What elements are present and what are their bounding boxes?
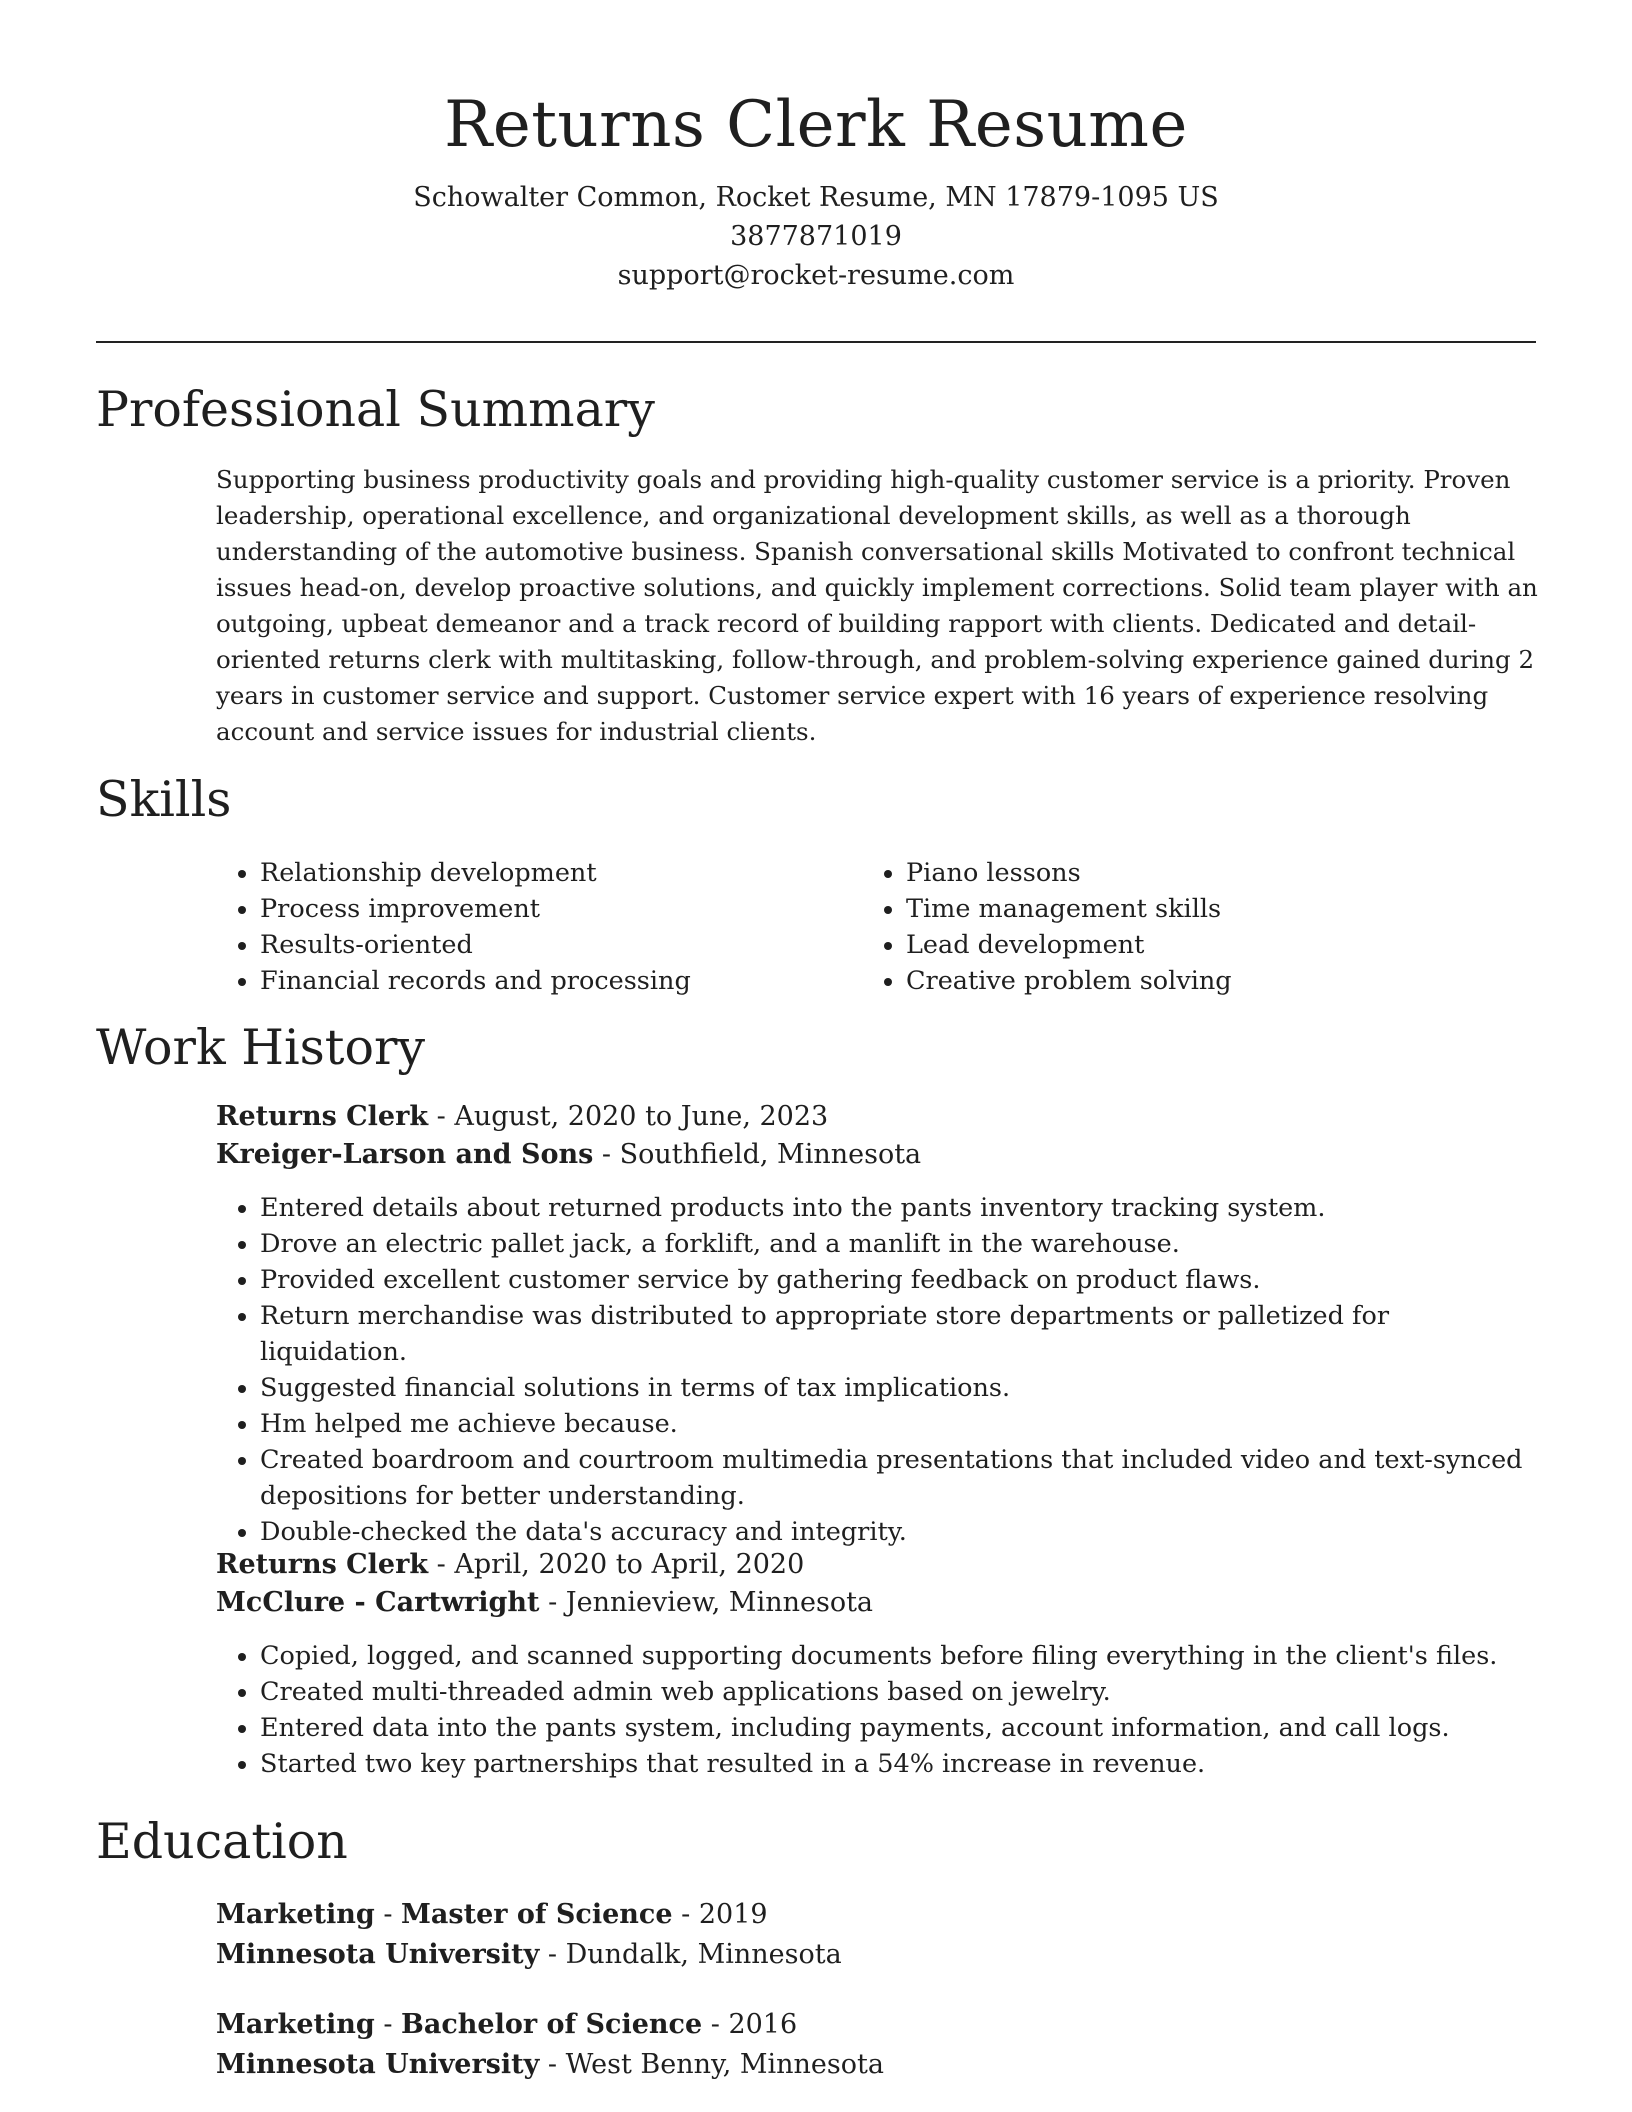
education-degree-line bbox=[216, 1895, 1536, 1935]
skill-item: • Financial records and processing bbox=[260, 963, 860, 999]
skill-item: • Relationship development bbox=[260, 855, 860, 891]
list-item: • Drove an electric pallet jack, a forklift, and a manlift in the warehouse. bbox=[260, 1226, 1536, 1262]
education-location: Dundalk, Minnesota bbox=[565, 1939, 842, 1970]
skill-item: • Lead development bbox=[906, 927, 1526, 963]
list-item: • Created multi-threaded admin web applications based on jewelry. bbox=[260, 1674, 1536, 1710]
list-item: • Hm helped me achieve because. bbox=[260, 1406, 1536, 1442]
skill-item: • Creative problem solving bbox=[906, 963, 1526, 999]
job-company: Kreiger-Larson and Sons bbox=[216, 1139, 594, 1170]
job-company-line bbox=[216, 1584, 1536, 1622]
section-title-education: Education bbox=[96, 1813, 348, 1870]
separator: - bbox=[593, 1139, 620, 1170]
section-title-summary: Professional Summary bbox=[96, 381, 655, 438]
job-entry bbox=[216, 1546, 1536, 1782]
education-school-line bbox=[216, 1935, 1536, 1975]
contact-email[interactable]: support@rocket-resume.com bbox=[617, 260, 1015, 291]
education-field: Marketing bbox=[216, 2009, 375, 2040]
education-entry bbox=[216, 2005, 1536, 2085]
skill-item: • Process improvement bbox=[260, 891, 860, 927]
section-title-work-history: Work History bbox=[96, 1019, 426, 1076]
education-school: Minnesota University bbox=[216, 1939, 540, 1970]
education-entry bbox=[216, 1895, 1536, 1975]
education-school: Minnesota University bbox=[216, 2049, 540, 2080]
skills-list-left bbox=[216, 855, 860, 999]
job-location: Southfield, Minnesota bbox=[619, 1139, 922, 1170]
separator: - bbox=[702, 2009, 729, 2040]
separator: - bbox=[539, 1939, 566, 1970]
job-duties-list bbox=[216, 1190, 1536, 1550]
contact-address: Schowalter Common, Rocket Resume, MN 17879-1095 US bbox=[413, 182, 1219, 213]
section-title-skills: Skills bbox=[96, 771, 232, 828]
education-degree: Bachelor of Science bbox=[401, 2009, 703, 2040]
separator: - bbox=[374, 1899, 402, 1930]
education-degree: Master of Science bbox=[401, 1899, 673, 1930]
separator: - bbox=[374, 2009, 402, 2040]
page-title: Returns Clerk Resume bbox=[444, 88, 1188, 162]
job-location: Jennieview, Minnesota bbox=[565, 1587, 874, 1618]
resume-header bbox=[96, 80, 1536, 295]
education-year: 2019 bbox=[698, 1899, 768, 1930]
skills-list-right bbox=[862, 855, 1526, 999]
header-divider bbox=[96, 341, 1536, 343]
job-title: Returns Clerk bbox=[216, 1549, 429, 1580]
list-item: • Suggested financial solutions in terms of tax implications. bbox=[260, 1370, 1536, 1406]
skill-item: • Time management skills bbox=[906, 891, 1526, 927]
education-field: Marketing bbox=[216, 1899, 375, 1930]
job-dates: April, 2020 to April, 2020 bbox=[454, 1549, 805, 1580]
separator: - bbox=[539, 2049, 566, 2080]
separator: - bbox=[428, 1549, 455, 1580]
job-duties-list bbox=[216, 1638, 1536, 1782]
job-dates: August, 2020 to June, 2023 bbox=[454, 1101, 829, 1132]
education-year: 2016 bbox=[728, 2009, 798, 2040]
job-company-line bbox=[216, 1136, 1536, 1174]
list-item: • Started two key partnerships that resulted in a 54% increase in revenue. bbox=[260, 1746, 1536, 1782]
list-item: • Provided excellent customer service by gathering feedback on product flaws. bbox=[260, 1262, 1536, 1298]
list-item: • Copied, logged, and scanned supporting documents before filing everything in the client's files. bbox=[260, 1638, 1536, 1674]
list-item: • Double-checked the data's accuracy and integrity. bbox=[260, 1514, 1536, 1550]
skill-item: • Piano lessons bbox=[906, 855, 1526, 891]
education-school-line bbox=[216, 2045, 1536, 2085]
list-item: • Return merchandise was distributed to appropriate store departments or palletized for liquidation. bbox=[260, 1298, 1536, 1370]
contact-phone: 3877871019 bbox=[730, 221, 902, 252]
separator: - bbox=[672, 1899, 699, 1930]
job-title-line bbox=[216, 1546, 1536, 1584]
job-company: McClure - Cartwright bbox=[216, 1587, 540, 1618]
skill-item: • Results-oriented bbox=[260, 927, 860, 963]
separator: - bbox=[539, 1587, 566, 1618]
job-title-line bbox=[216, 1098, 1536, 1136]
list-item: • Entered details about returned products into the pants inventory tracking system. bbox=[260, 1190, 1536, 1226]
job-title: Returns Clerk bbox=[216, 1101, 429, 1132]
job-entry bbox=[216, 1098, 1536, 1550]
separator: - bbox=[428, 1101, 455, 1132]
education-location: West Benny, Minnesota bbox=[565, 2049, 884, 2080]
summary-text: Supporting business productivity goals and providing high-quality customer service is a priority. Proven leadership, operational excellence, and organizational development skills, as well as a thorough understanding of the automotive business. Spanish conversational skills Motivated to confront technical issues head-on, develop proactive solutions, and quickly implement corrections. Solid team player with an outgoing, upbeat demeanor and a track record of building rapport with clients. Dedicated and detail-oriented returns clerk with multitasking, follow-through, and problem-solving experience gained during 2 years in customer service and support. Customer service expert with 16 years of experience resolving account and service issues for industrial clients. bbox=[216, 465, 1538, 746]
list-item: • Created boardroom and courtroom multimedia presentations that included video and text-synced depositions for better understanding. bbox=[260, 1442, 1536, 1514]
list-item: • Entered data into the pants system, including payments, account information, and call logs. bbox=[260, 1710, 1536, 1746]
education-degree-line bbox=[216, 2005, 1536, 2045]
